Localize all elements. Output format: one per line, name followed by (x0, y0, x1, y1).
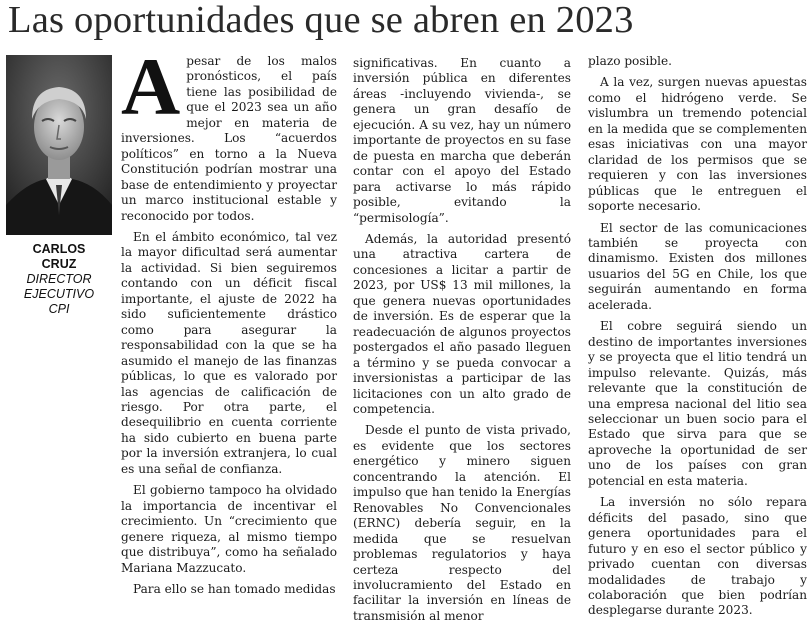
author-role-line2: EJECUTIVO (23, 287, 95, 301)
column3-paragraph-1: plazo posible. (588, 54, 673, 68)
author-name-line1: CARLOS (32, 242, 86, 256)
column1-paragraph-2: En el ámbito económico, tal vez la mayor dificultad será aumentar la actividad. Si bien seguiremos contando con un déficit fiscal importante, el ajuste de 2022 ha sido suficientemente drástico como para asegurar la responsabilidad con la que se ha asumido el manejo de las finanzas públicas, lo que es valorado por las agencias de calificación de riesgo. Por otra parte, el desequilibrio en cuenta corriente ha sido cubierto en buena parte por la inversión extranjera, lo cual es una señal de confianza. (121, 229, 337, 476)
article-column-1 (121, 41, 337, 596)
column3-paragraph-2: A la vez, surgen nuevas apuestas como el hidrógeno verde. Se vislumbra un tremendo potencial en la medida que se complementen esas iniciativas con una mayor claridad de los permisos que se requieren y con las inversiones públicas que le entreguen el soporte necesario. (588, 75, 807, 214)
article-column-3 (588, 54, 807, 618)
headline: Las oportunidades que se abren en 2023 (8, 0, 634, 41)
article-column-2 (353, 56, 571, 623)
column2-paragraph-2: Además, la autoridad presentó una atractiva cartera de concesiones a licitar a partir de 2023, por US$ 13 mil millones, la que genera nuevas oportunidades de inversión. Es de esperar que la readecuación de algunos proyectos postergados el año pasado lleguen a término y se pueda convocar a inversionistas a participar de las licitaciones con un alto grado de competencia. (353, 231, 571, 416)
column1-paragraph-4: Para ello se han tomado medidas (133, 581, 336, 596)
author-name-line2: CRUZ (41, 257, 77, 271)
author-photo (6, 55, 112, 235)
author-byline (6, 242, 112, 317)
column2-paragraph-3: Desde el punto de vista privado, es evidente que los sectores energético y minero siguen concentrando la atención. El impulso que han tenido la Energías Renovables No Convencionales (ERNC) debería seguir, en la medida que se resuelvan problemas regulatorios y haya certeza respecto del involucramiento del Estado en facilitar la inversión en líneas de transmisión al menor (353, 423, 571, 623)
column1-paragraph-3: El gobierno tampoco ha olvidado la importancia de incentivar el crecimiento. Un “crecimiento que genere riqueza, al mismo tiempo que distribuya”, como ha señalado Mariana Mazzucato. (121, 483, 337, 575)
dropcap: A (121, 41, 181, 132)
column3-paragraph-5: La inversión no sólo repara déficits del pasado, sino que genera oportunidades para el futuro y en eso el sector público y privado cuentan con diversas modalidades de trabajo y colaboración que bien podrían desplegarse durante 2023. (588, 495, 807, 618)
column1-paragraph-1 (121, 41, 337, 224)
author-portrait-icon (6, 55, 112, 235)
column2-paragraph-1: significativas. En cuanto a inversión pública en diferentes áreas -incluyendo vivienda-, se genera un gran desafío de ejecución. A su vez, hay un número importante de proyectos en su fase de puesta en marcha que deberán contar con el apoyo del Estado para activarse lo más rápido posible, evitando la “permisología”. (353, 56, 571, 225)
column1-paragraph-1-text: pesar de los malos pronósticos, el país tiene las posibilidad de que el 2023 sea un año mejor en materia de inversiones. Los “acuerdos políticos” en torno a la Nueva Constitución podrían mostrar una base de entendimiento y proyectar un marco institucional estable y reconocido por todos. (121, 54, 337, 223)
column3-paragraph-3: El sector de las comunicaciones también se proyecta con dinamismo. Existen dos millones usuarios del 5G en Chile, los que seguirán aumentando en forma acelerada. (588, 220, 807, 312)
author-role-line3: CPI (48, 302, 70, 316)
column3-paragraph-4: El cobre seguirá siendo un destino de importantes inversiones y se proyecta que el litio tendrá un impulso relevante. Quizás, más relevante que la constitución de una empresa nacional del litio sea seleccionar un buen socio para el Estado que sirva para que se aproveche la oportunidad de ser uno de los países con gran potencial en esta materia. (588, 319, 807, 488)
author-role-line1: DIRECTOR (26, 272, 92, 286)
